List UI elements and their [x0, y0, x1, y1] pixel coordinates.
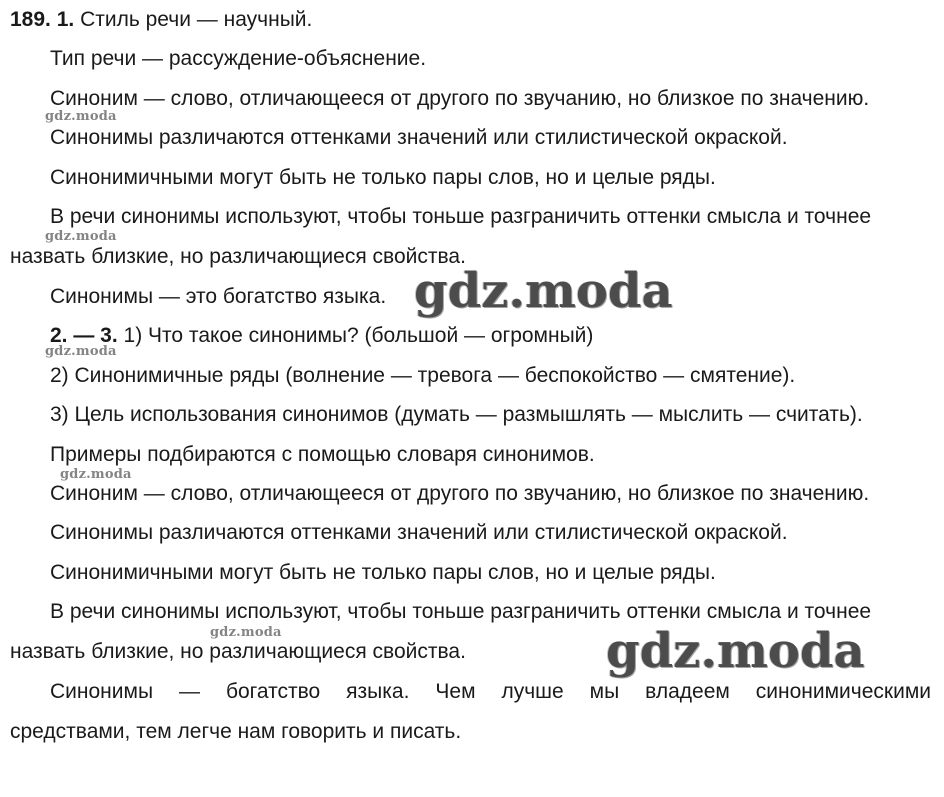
question-1-text: 1) Что такое синонимы? (большой — огромный) — [117, 324, 594, 347]
watermark-large-1: gdz.moda — [414, 263, 673, 319]
paragraph-synonym-usage-2-line2: назвать близкие, но различающиеся свойства. — [10, 640, 466, 663]
exercise-heading — [10, 7, 312, 33]
watermark-large-2: gdz.moda — [606, 623, 865, 679]
heading-text: Стиль речи — научный. — [74, 8, 313, 31]
paragraph-synonym-usage-line1: В речи синонимы используют, чтобы тоньше разграничить оттенки смысла и точнее — [50, 205, 872, 228]
examples-note: Примеры подбираются с помощью словаря синонимов. — [50, 443, 595, 466]
paragraph-conclusion-line2: средствами, тем легче нам говорить и писать. — [10, 720, 462, 743]
exercise-number: 189. 1. — [10, 8, 75, 31]
question-1 — [50, 323, 593, 349]
paragraph-synonym-rows: Синонимичными могут быть не только пары слов, но и целые ряды. — [50, 166, 716, 189]
paragraph-synonym-definition-2: Синоним — слово, отличающееся от другого по звучанию, но близкое по значению. — [50, 482, 870, 505]
paragraph-conclusion-line1: Синонимы — богатство языка. Чем лучше мы владеем синонимическими — [50, 680, 931, 703]
paragraph-synonym-difference: Синонимы различаются оттенками значений или стилистической окраской. — [50, 126, 788, 149]
part2-number: 2. — 3. — [50, 324, 118, 347]
question-3: 3) Цель использования синонимов (думать — размышлять — мыслить — считать). — [50, 403, 863, 426]
watermark-small-5: gdz.moda — [210, 625, 282, 640]
question-2: 2) Синонимичные ряды (волнение — тревога — беспокойство — смятение). — [50, 364, 796, 387]
paragraph-synonym-usage-line2: назвать близкие, но различающиеся свойства. — [10, 245, 466, 268]
watermark-small-4: gdz.moda — [60, 467, 132, 482]
paragraph-synonym-difference-2: Синонимы различаются оттенками значений или стилистической окраской. — [50, 521, 788, 544]
paragraph-synonym-definition: Синоним — слово, отличающееся от другого по звучанию, но близкое по значению. — [50, 87, 870, 110]
paragraph-synonym-usage-2-line1: В речи синонимы используют, чтобы тоньше разграничить оттенки смысла и точнее — [50, 600, 872, 623]
watermark-small-3: gdz.moda — [45, 344, 117, 359]
watermark-small-2: gdz.moda — [45, 229, 117, 244]
watermark-small-1: gdz.moda — [45, 109, 117, 124]
speech-type: Тип речи — рассуждение-объяснение. — [50, 47, 427, 70]
paragraph-synonym-richness: Синонимы — это богатство языка. — [50, 285, 387, 308]
paragraph-synonym-rows-2: Синонимичными могут быть не только пары слов, но и целые ряды. — [50, 561, 716, 584]
